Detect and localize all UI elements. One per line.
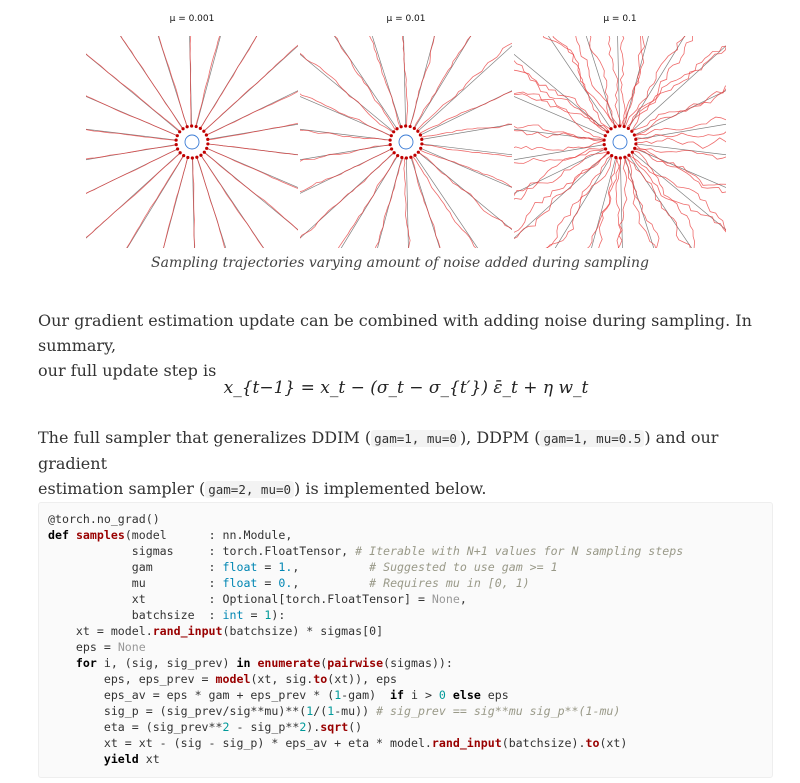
trajectory-endpoint <box>202 130 205 133</box>
noisy-trajectory <box>627 157 702 248</box>
trajectory-endpoint <box>390 134 393 137</box>
center-ring <box>185 135 199 149</box>
noisy-trajectory <box>414 36 485 128</box>
noisy-trajectory <box>147 36 188 127</box>
trajectory-endpoint <box>393 151 396 154</box>
paragraph-line <box>38 476 773 502</box>
deterministic-trajectory <box>208 144 298 160</box>
trajectory-endpoint <box>633 147 636 150</box>
trajectory-endpoint <box>176 147 179 150</box>
trajectory-plot <box>300 36 512 248</box>
trajectory-endpoint <box>195 125 198 128</box>
trajectory-endpoint <box>604 134 607 137</box>
trajectory-endpoint <box>199 154 202 157</box>
noisy-trajectory <box>410 36 444 126</box>
deterministic-trajectory <box>200 36 270 128</box>
trajectory-endpoint <box>413 154 416 157</box>
inline-code: gam=1, mu=0.5 <box>540 430 644 447</box>
noisy-trajectory <box>422 144 512 161</box>
trajectory-endpoint <box>195 156 198 159</box>
deterministic-trajectory <box>617 36 620 126</box>
trajectory-endpoint <box>191 156 194 159</box>
noisy-trajectory <box>208 144 298 160</box>
noisy-trajectory <box>636 122 727 139</box>
paragraph-update-step <box>38 308 773 383</box>
deterministic-trajectory <box>86 145 176 167</box>
deterministic-trajectory <box>410 36 445 127</box>
trajectory-endpoint <box>206 138 209 141</box>
noisy-trajectory <box>401 36 408 126</box>
deterministic-trajectory <box>536 36 611 129</box>
deterministic-trajectory <box>146 36 187 127</box>
text: ) is implemented below. <box>294 479 487 498</box>
trajectory-endpoint <box>419 147 422 150</box>
panel-title: μ = 0.1 <box>603 14 637 24</box>
inline-code: gam=1, mu=0 <box>371 430 460 447</box>
trajectory-endpoint <box>389 143 392 146</box>
trajectory-endpoint <box>607 151 610 154</box>
paragraph-sampler <box>38 425 773 502</box>
deterministic-trajectory <box>414 36 484 128</box>
deterministic-trajectory <box>204 41 298 131</box>
noisy-trajectory <box>360 36 401 127</box>
figure-caption: Sampling trajectories varying amount of noise added during sampling <box>151 255 649 271</box>
noisy-trajectory <box>538 36 616 125</box>
noisy-trajectory <box>322 36 395 130</box>
trajectory-endpoint <box>400 125 403 128</box>
text: ), DDPM ( <box>459 428 541 447</box>
deterministic-trajectory <box>196 36 231 127</box>
trajectory-endpoint <box>186 156 189 159</box>
noisy-trajectory <box>327 156 398 248</box>
panel-mu-0-1 <box>514 14 726 250</box>
trajectory-endpoint <box>610 154 613 157</box>
noisy-trajectory <box>108 36 183 129</box>
noisy-trajectory <box>200 36 270 128</box>
trajectory-endpoint <box>181 127 184 130</box>
trajectory-endpoint <box>409 156 412 159</box>
noisy-trajectory <box>412 157 452 248</box>
noisy-trajectory <box>632 153 708 248</box>
noisy-trajectory <box>300 124 390 140</box>
trajectory-endpoint <box>205 147 208 150</box>
noisy-trajectory <box>420 77 512 133</box>
trajectory-endpoint <box>409 125 412 128</box>
noisy-trajectory <box>86 153 180 242</box>
noisy-trajectory <box>197 157 238 248</box>
deterministic-trajectory <box>300 83 391 136</box>
trajectory-endpoint <box>400 156 403 159</box>
deterministic-trajectory <box>328 156 398 248</box>
deterministic-trajectory <box>300 145 390 167</box>
trajectory-endpoint <box>392 130 395 133</box>
center-ring <box>399 135 413 149</box>
noisy-trajectory <box>514 125 604 141</box>
panel-mu-0-01 <box>300 14 512 250</box>
deterministic-trajectory <box>86 124 176 140</box>
trajectory-endpoint <box>606 130 609 133</box>
noisy-trajectory <box>574 36 615 127</box>
trajectory-endpoint <box>633 133 636 136</box>
deterministic-trajectory <box>360 36 401 127</box>
panel-title: μ = 0.01 <box>386 14 426 24</box>
noisy-trajectory <box>634 149 726 201</box>
trajectory-endpoint <box>396 154 399 157</box>
noisy-trajectory <box>300 145 390 168</box>
trajectory-endpoint <box>623 125 626 128</box>
deterministic-trajectory <box>153 157 188 248</box>
trajectory-endpoint <box>179 151 182 154</box>
inline-code: gam=2, mu=0 <box>205 481 294 498</box>
deterministic-trajectory <box>207 148 298 201</box>
trajectory-endpoint <box>404 124 407 127</box>
deterministic-trajectory <box>197 157 238 248</box>
trajectory-endpoint <box>618 124 621 127</box>
noisy-trajectory <box>86 124 176 140</box>
deterministic-trajectory <box>514 83 605 136</box>
noisy-trajectory <box>196 36 231 126</box>
trajectory-endpoint <box>203 151 206 154</box>
trajectory-endpoint <box>634 138 637 141</box>
noisy-trajectory <box>189 36 191 126</box>
trajectory-endpoint <box>176 134 179 137</box>
trajectory-plot <box>514 36 726 248</box>
trajectory-endpoint <box>395 127 398 130</box>
noisy-trajectory <box>366 158 403 248</box>
update-equation: x_{t−1} = x_t − (σ_t − σ_{t′}) ε̄_t + η w_t <box>223 378 589 398</box>
code-text: @torch.no_grad() def samples(model : nn.Module, sigmas : torch.FloatTensor, # Iterable with N+1 values for N sampling steps gam : float = 1., # Suggested to use gam >= 1 mu : float = 0., # Requires mu in [0, 1) xt : Optional[torch.FloatTensor] = None, batchsize : int = 1): xt = model.rand_input(batchsize) * sigmas[0] eps = None for i, (sig, sig_prev) in enumerate(pairwise(sigmas)): eps, eps_prev = model(xt, sig.to(xt)), eps eps_av = eps * gam + eps_prev * (1-gam) if i > 0 else eps sig_p = (sig_prev/sig**mu)**(1/(1-mu)) # sig_prev == sig**mu sig_p**(1-mu) eta = (sig_prev**2 - sig_p**2).sqrt() xt = xt - (sig - sig_p) * eps_av + eta * model.rand_input(batchsize).to(xt) yield xt <box>48 512 684 766</box>
noisy-trajectory <box>417 40 512 130</box>
deterministic-trajectory <box>114 156 184 248</box>
trajectory-endpoint <box>175 143 178 146</box>
trajectory-endpoint <box>205 133 208 136</box>
noisy-trajectory <box>421 118 512 137</box>
trajectory-endpoint <box>420 138 423 141</box>
deterministic-trajectory <box>620 158 623 248</box>
trajectory-endpoint <box>175 138 178 141</box>
trajectory-endpoint <box>186 125 189 128</box>
paragraph-line: our full update step is <box>38 361 217 380</box>
text: ) and our gradient <box>38 428 719 473</box>
noisy-trajectory <box>629 39 726 129</box>
trajectory-figure <box>0 0 800 290</box>
trajectory-endpoint <box>420 142 423 145</box>
panel-mu-0-001 <box>86 14 298 250</box>
deterministic-trajectory <box>201 155 276 248</box>
noisy-trajectory <box>114 156 183 249</box>
trajectory-endpoint <box>417 151 420 154</box>
trajectory-plot <box>86 36 298 248</box>
trajectory-endpoint <box>634 142 637 145</box>
deterministic-trajectory <box>367 157 402 248</box>
trajectory-endpoint <box>390 147 393 150</box>
trajectory-endpoint <box>614 125 617 128</box>
noisy-trajectory <box>204 41 298 131</box>
trajectory-endpoint <box>623 156 626 159</box>
trajectory-endpoint <box>416 130 419 133</box>
noisy-trajectory <box>634 151 727 238</box>
noisy-trajectory <box>626 157 665 248</box>
deterministic-trajectory <box>108 36 183 129</box>
noisy-trajectory <box>300 152 394 243</box>
trajectory-endpoint <box>206 142 209 145</box>
noisy-trajectory <box>207 148 298 201</box>
deterministic-trajectory <box>514 153 608 243</box>
code-block[interactable] <box>38 502 773 778</box>
trajectory-endpoint <box>182 154 185 157</box>
noisy-trajectory <box>420 150 512 201</box>
deterministic-trajectory <box>415 155 490 248</box>
trajectory-endpoint <box>603 143 606 146</box>
trajectory-endpoint <box>178 130 181 133</box>
noisy-trajectory <box>153 157 188 248</box>
deterministic-trajectory <box>421 148 512 201</box>
paragraph-line: Our gradient estimation update can be combined with adding noise during sampling. In summary, <box>38 311 752 355</box>
trajectory-endpoint <box>419 133 422 136</box>
trajectory-endpoint <box>413 127 416 130</box>
deterministic-trajectory <box>422 117 512 139</box>
deterministic-trajectory <box>411 157 452 248</box>
panel-title: μ = 0.001 <box>169 14 215 24</box>
trajectory-endpoint <box>199 127 202 130</box>
deterministic-trajectory <box>632 41 726 131</box>
trajectory-endpoint <box>614 156 617 159</box>
text: estimation sampler ( <box>38 479 206 498</box>
noisy-trajectory <box>615 36 626 126</box>
trajectory-endpoint <box>405 156 408 159</box>
trajectory-endpoint <box>609 127 612 130</box>
noisy-trajectory <box>300 81 391 136</box>
text: The full sampler that generalizes DDIM ( <box>38 428 372 447</box>
noisy-trajectory <box>201 155 276 248</box>
trajectory-endpoint <box>190 124 193 127</box>
trajectory-endpoint <box>627 154 630 157</box>
deterministic-trajectory <box>636 144 726 160</box>
trajectory-endpoint <box>389 138 392 141</box>
noisy-trajectory <box>86 149 178 207</box>
center-ring <box>613 135 627 149</box>
paragraph-line <box>38 425 773 476</box>
